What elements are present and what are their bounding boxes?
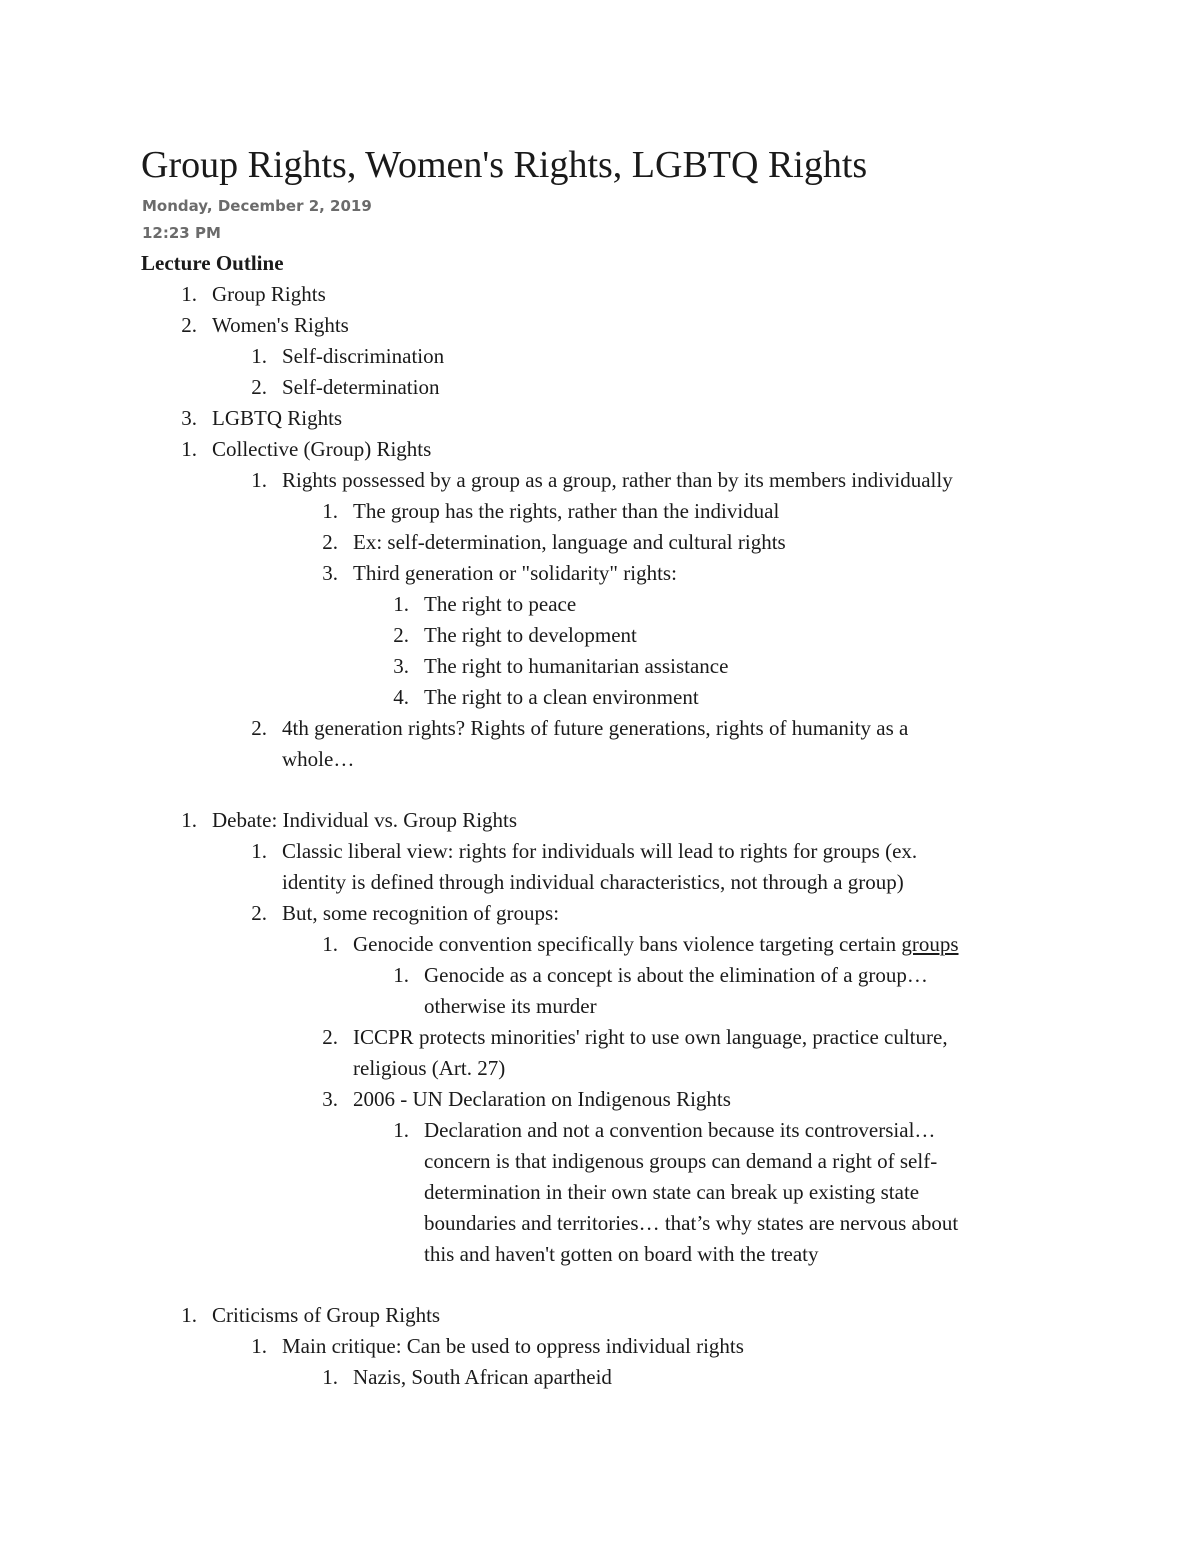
list-item-text: Ex: self-determination, language and cultural rights bbox=[353, 530, 786, 554]
list-item-text: The right to development bbox=[424, 623, 637, 647]
list-item-number: 1. bbox=[251, 468, 267, 492]
list-item-text: Genocide convention specifically bans violence targeting certain groups bbox=[353, 932, 959, 956]
list-item-number: 4. bbox=[393, 685, 409, 709]
list-item-text: Debate: Individual vs. Group Rights bbox=[212, 808, 518, 832]
list-item-number: 2. bbox=[393, 623, 409, 647]
list-item-text: Third generation or "solidarity" rights: bbox=[353, 561, 677, 585]
list-item-number: 1. bbox=[393, 963, 409, 987]
list-item-text: Self-discrimination bbox=[282, 344, 445, 368]
list-item-number: 3. bbox=[181, 406, 197, 430]
underlined-word: groups bbox=[901, 932, 959, 956]
list-item-text: Classic liberal view: rights for individuals will lead to rights for groups (ex. bbox=[282, 839, 918, 863]
list-item-text: religious (Art. 27) bbox=[353, 1056, 506, 1080]
outline-heading: Lecture Outline bbox=[141, 251, 284, 275]
page-title: Group Rights, Women's Rights, LGBTQ Rights bbox=[141, 144, 868, 186]
list-item-text: The right to peace bbox=[424, 592, 577, 616]
list-item-number: 1. bbox=[393, 592, 409, 616]
list-item-text: Rights possessed by a group as a group, rather than by its members individually bbox=[282, 468, 953, 492]
list-item-number: 1. bbox=[251, 1334, 267, 1358]
list-item-number: 1. bbox=[181, 1303, 197, 1327]
list-item-text: 2006 - UN Declaration on Indigenous Rights bbox=[353, 1087, 731, 1111]
list-item-number: 2. bbox=[251, 901, 267, 925]
list-item-number: 1. bbox=[181, 282, 197, 306]
list-item-text: Criticisms of Group Rights bbox=[212, 1303, 441, 1327]
list-item-number: 1. bbox=[181, 808, 197, 832]
list-item-text: this and haven't gotten on board with the treaty bbox=[424, 1242, 819, 1266]
list-item-number: 1. bbox=[393, 1118, 409, 1142]
list-item-text: The right to a clean environment bbox=[424, 685, 699, 709]
list-item-text: ICCPR protects minorities' right to use own language, practice culture, bbox=[353, 1025, 948, 1049]
list-item-number: 2. bbox=[251, 716, 267, 740]
list-item-text: Self-determination bbox=[282, 375, 440, 399]
note-time: 12:23 PM bbox=[142, 224, 221, 242]
list-item-text: Declaration and not a convention because its controversial… bbox=[424, 1118, 936, 1142]
list-item-number: 3. bbox=[393, 654, 409, 678]
note-date: Monday, December 2, 2019 bbox=[142, 197, 372, 215]
list-item-number: 2. bbox=[181, 313, 197, 337]
list-item-text: 4th generation rights? Rights of future generations, rights of humanity as a bbox=[282, 716, 909, 740]
list-item-number: 2. bbox=[322, 1025, 338, 1049]
list-item-number: 3. bbox=[322, 1087, 338, 1111]
list-item-number: 1. bbox=[181, 437, 197, 461]
list-item-number: 1. bbox=[322, 932, 338, 956]
list-item-text: whole… bbox=[282, 747, 355, 771]
list-item-text: Collective (Group) Rights bbox=[212, 437, 432, 461]
list-item-number: 2. bbox=[251, 375, 267, 399]
list-item-number: 1. bbox=[322, 499, 338, 523]
list-item-text: Genocide as a concept is about the elimination of a group… bbox=[424, 963, 928, 987]
list-item-text: boundaries and territories… that’s why states are nervous about bbox=[424, 1211, 959, 1235]
list-item-text: The right to humanitarian assistance bbox=[424, 654, 729, 678]
list-item-text: concern is that indigenous groups can demand a right of self- bbox=[424, 1149, 938, 1173]
list-item-text: otherwise its murder bbox=[424, 994, 597, 1018]
list-item-number: 3. bbox=[322, 561, 338, 585]
list-item-text: The group has the rights, rather than the individual bbox=[353, 499, 780, 523]
list-item-number: 1. bbox=[251, 344, 267, 368]
list-item-text: identity is defined through individual characteristics, not through a group) bbox=[282, 870, 904, 894]
list-item-number: 2. bbox=[322, 530, 338, 554]
list-item-text: Nazis, South African apartheid bbox=[353, 1365, 612, 1389]
list-item-text: LGBTQ Rights bbox=[212, 406, 343, 430]
list-item-text: Group Rights bbox=[212, 282, 326, 306]
list-item-number: 1. bbox=[322, 1365, 338, 1389]
list-item-text: determination in their own state can break up existing state bbox=[424, 1180, 920, 1204]
list-item-text: But, some recognition of groups: bbox=[282, 901, 560, 925]
list-item-text: Women's Rights bbox=[212, 313, 349, 337]
list-item-text: Main critique: Can be used to oppress individual rights bbox=[282, 1334, 744, 1358]
list-item-number: 1. bbox=[251, 839, 267, 863]
